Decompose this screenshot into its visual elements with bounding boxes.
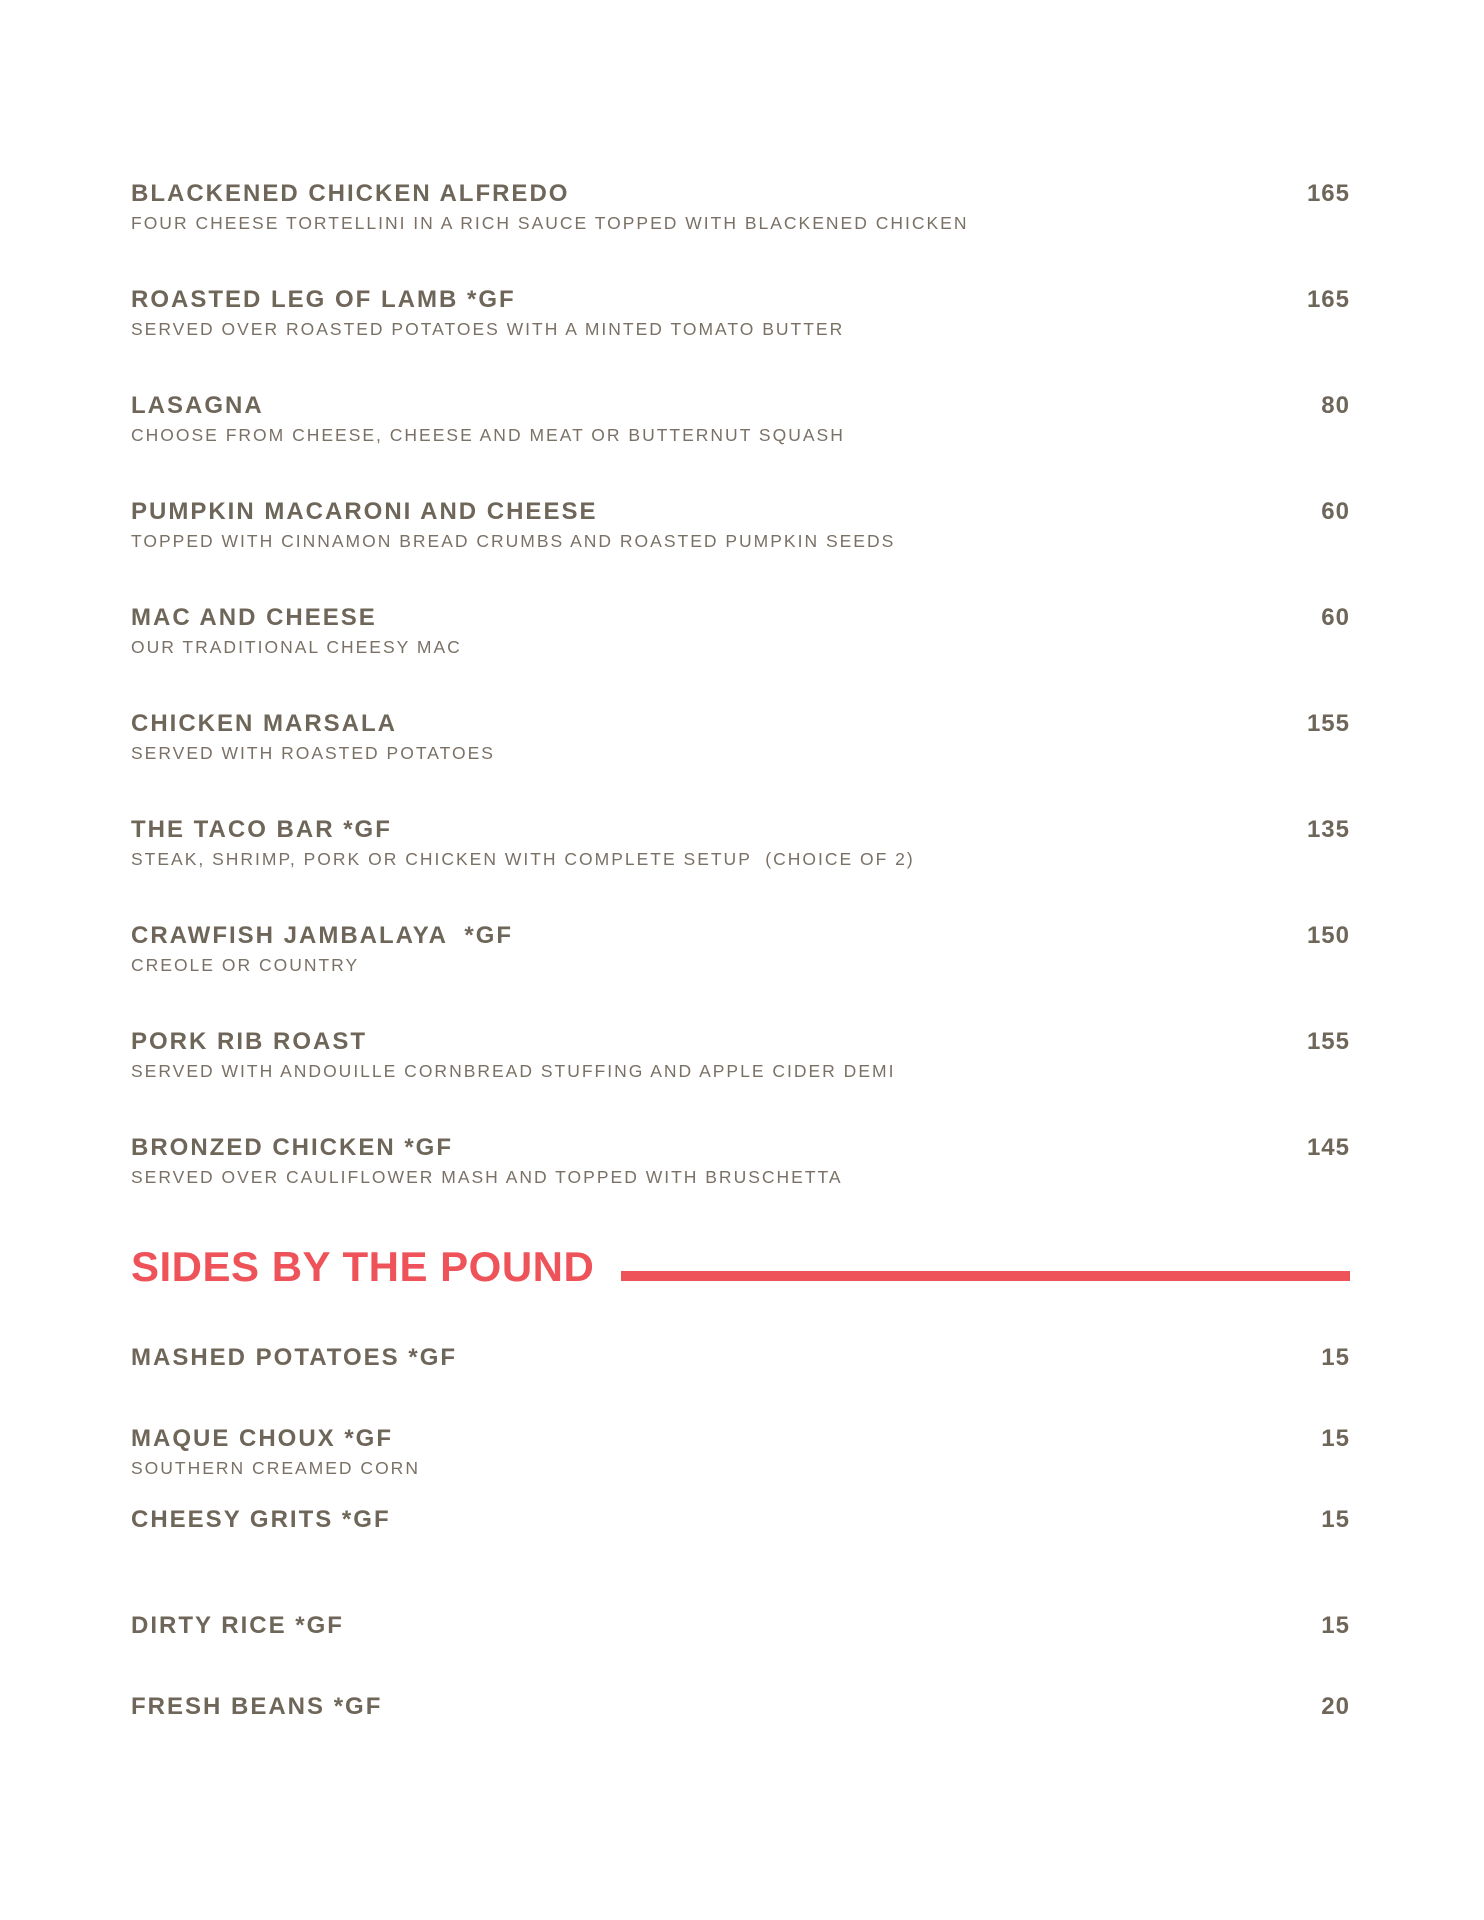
item-description: SERVED WITH ANDOUILLE CORNBREAD STUFFING AND APPLE CIDER DEMI: [131, 1061, 896, 1081]
menu-item: [131, 916, 1350, 1022]
menu-item: [131, 1500, 1350, 1606]
menu-item: [131, 174, 1350, 280]
item-price: 155: [1306, 1028, 1350, 1055]
item-price: 145: [1306, 1134, 1350, 1161]
item-name: PUMPKIN MACARONI AND CHEESE: [131, 498, 598, 525]
item-description: SERVED OVER CAULIFLOWER MASH AND TOPPED WITH BRUSCHETTA: [131, 1167, 843, 1187]
menu-item: [131, 810, 1350, 916]
menu-item: [131, 492, 1350, 598]
item-price: 15: [1321, 1612, 1350, 1639]
item-description: SOUTHERN CREAMED CORN: [131, 1458, 420, 1478]
item-name: BLACKENED CHICKEN ALFREDO: [131, 180, 570, 207]
item-description: FOUR CHEESE TORTELLINI IN A RICH SAUCE TOPPED WITH BLACKENED CHICKEN: [131, 213, 969, 233]
menu-item: [131, 704, 1350, 810]
item-price: 135: [1306, 816, 1350, 843]
menu-item: [131, 280, 1350, 386]
item-description: CREOLE OR COUNTRY: [131, 955, 360, 975]
menu-page: [131, 0, 1350, 1920]
item-name: FRESH BEANS *GF: [131, 1693, 383, 1720]
item-name: THE TACO BAR *GF: [131, 816, 392, 843]
menu-item: [131, 1606, 1350, 1687]
item-price: 15: [1321, 1506, 1350, 1533]
item-price: 150: [1306, 922, 1350, 949]
sides-list: [131, 1338, 1350, 1768]
item-name: MAC AND CHEESE: [131, 604, 377, 631]
menu-item: [131, 386, 1350, 492]
item-description: CHOOSE FROM CHEESE, CHEESE AND MEAT OR BUTTERNUT SQUASH: [131, 425, 845, 445]
section-title: SIDES BY THE POUND: [131, 1243, 595, 1290]
item-price: 155: [1306, 710, 1350, 737]
item-price: 165: [1306, 180, 1350, 207]
item-price: 60: [1321, 498, 1350, 525]
entrees-list: [131, 174, 1350, 1234]
item-name: CRAWFISH JAMBALAYA *GF: [131, 922, 514, 949]
item-name: MAQUE CHOUX *GF: [131, 1425, 394, 1452]
item-description: TOPPED WITH CINNAMON BREAD CRUMBS AND ROASTED PUMPKIN SEEDS: [131, 531, 896, 551]
item-name: MASHED POTATOES *GF: [131, 1344, 458, 1371]
section-divider: [621, 1271, 1350, 1281]
menu-item: [131, 1419, 1350, 1500]
item-description: SERVED OVER ROASTED POTATOES WITH A MINTED TOMATO BUTTER: [131, 319, 845, 339]
menu-item: [131, 598, 1350, 704]
item-price: 60: [1321, 604, 1350, 631]
item-name: PORK RIB ROAST: [131, 1028, 368, 1055]
menu-item: [131, 1128, 1350, 1234]
item-name: DIRTY RICE *GF: [131, 1612, 344, 1639]
menu-item: [131, 1022, 1350, 1128]
menu-item: [131, 1338, 1350, 1419]
item-price: 15: [1321, 1425, 1350, 1452]
item-price: 20: [1321, 1693, 1350, 1720]
item-price: 165: [1306, 286, 1350, 313]
item-name: CHICKEN MARSALA: [131, 710, 397, 737]
menu-item: [131, 1687, 1350, 1768]
item-description: STEAK, SHRIMP, PORK OR CHICKEN WITH COMPLETE SETUP (CHOICE OF 2): [131, 849, 915, 869]
item-name: CHEESY GRITS *GF: [131, 1506, 391, 1533]
sides-section-header: [131, 1242, 1350, 1302]
item-description: OUR TRADITIONAL CHEESY MAC: [131, 637, 462, 657]
item-name: ROASTED LEG OF LAMB *GF: [131, 286, 516, 313]
item-name: LASAGNA: [131, 392, 264, 419]
item-price: 15: [1321, 1344, 1350, 1371]
item-description: SERVED WITH ROASTED POTATOES: [131, 743, 495, 763]
item-name: BRONZED CHICKEN *GF: [131, 1134, 454, 1161]
item-price: 80: [1321, 392, 1350, 419]
